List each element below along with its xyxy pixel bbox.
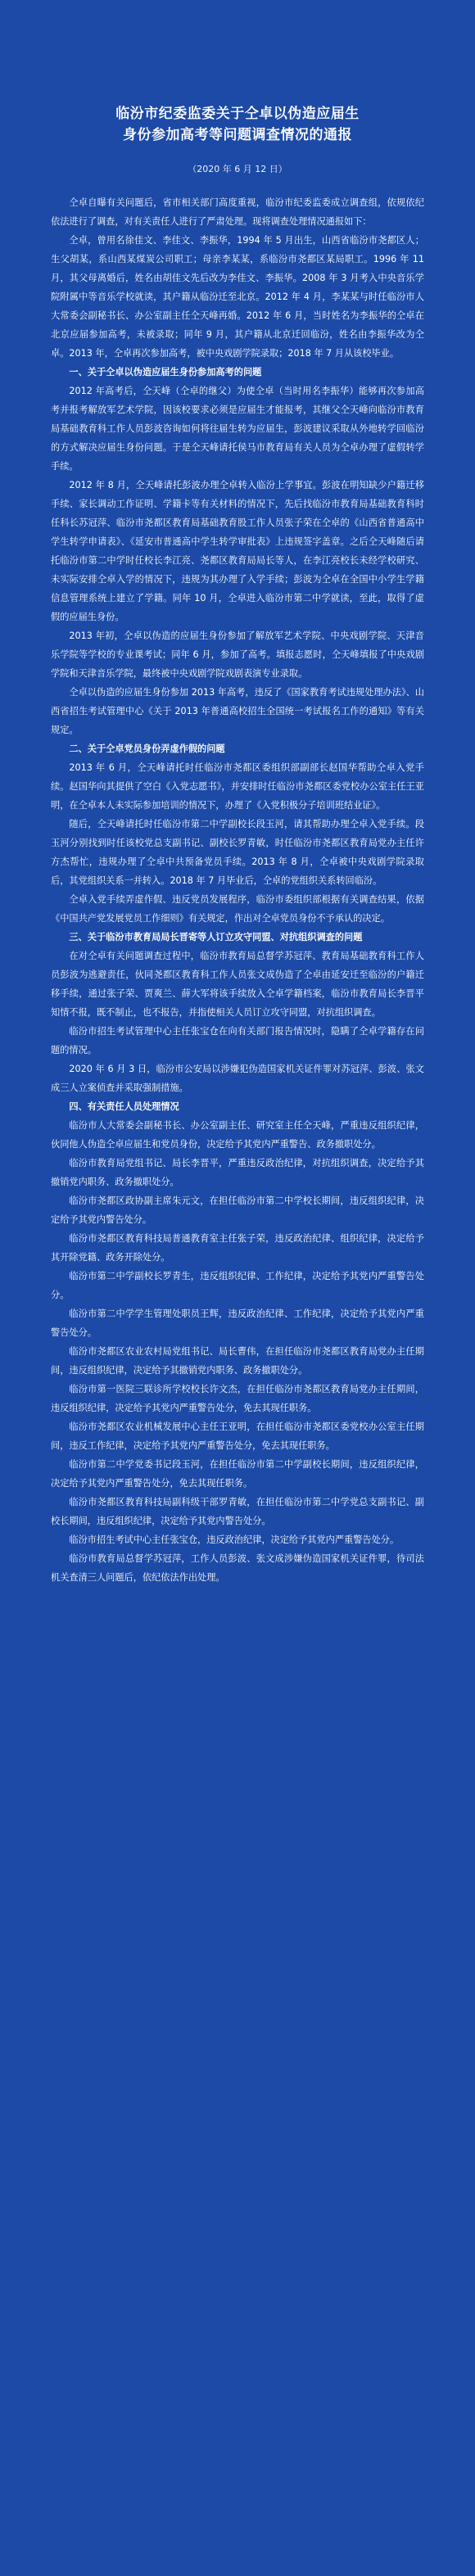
section-heading: 四、有关责任人员处理情况: [69, 1101, 179, 1112]
section-heading: 一、关于仝卓以伪造应届生身份参加高考的问题: [69, 367, 262, 377]
body-paragraph: 临汾市尧都区农业农村局党组书记、局长曹伟，在担任临汾市尧都区教育局党办主任期间，违反组织纪律，决定给予其撤销党内职务、政务撤职处分。: [51, 1346, 424, 1376]
body-paragraph: 2013 年初，仝卓以伪造的应届生身份参加了解放军艺术学院、中央戏剧学院、天津音乐学院等学校的专业课考试；同年 6 月，参加了高考。填报志愿时，仝天峰填报了中央戏剧学院和天津音乐学院，最终被中央戏剧学院戏剧表演专业录取。: [51, 630, 424, 679]
notice-title: [51, 103, 424, 146]
body-paragraph: 临汾市尧都区教育科技局副科级干部罗青敏，在担任临汾市第二中学党总支副书记、副校长期间，违反组织纪律，决定给予其党内警告处分。: [51, 1497, 424, 1526]
body-paragraph: 临汾市第二中学党委书记段玉河，在担任临汾市第二中学副校长期间，违反组织纪律，决定给予其党内严重警告处分，免去其现任职务。: [51, 1459, 424, 1489]
body-paragraph: 临汾市教育局党组书记、局长李晋平，严重违反政治纪律，对抗组织调查，决定给予其撤销党内职务、政务撤职处分。: [51, 1158, 424, 1187]
title-line-2: 身份参加高考等问题调查情况的通报: [123, 127, 352, 143]
body-paragraph: 2012 年高考后，仝天峰（仝卓的继父）为使仝卓（当时用名李振华）能够再次参加高考并报考解放军艺术学院，因该校要求必须是应届生才能报考，其继父仝天峰向临汾市教育局基础教育科工作人员彭波咨询如何将往届生转为应届生，彭波建议采取从外地转学回临汾的方式解决应届生身份问题。于是仝天峰请托侯马市教育局有关人员为仝卓办理了虚假转学手续。: [51, 386, 424, 472]
body-paragraph: 临汾市尧都区政协副主席朱元文，在担任临汾市第二中学校长期间，违反组织纪律，决定给予其党内警告处分。: [51, 1195, 424, 1225]
notice-date: （2020 年 6 月 12 日）: [188, 164, 287, 174]
body-paragraph: 在对仝卓有关问题调查过程中，临汾市教育局总督学苏冠萍、教育局基础教育科工作人员彭波为逃避责任，伙同尧都区教育科工作人员张文成伪造了仝卓由延安迁至临汾的户籍迁移手续，通过张子荣、贾爽兰、薛大军将该手续放入仝卓学籍档案，临汾市教育局长李晋平知情不报，既不制止，也不报告，并指使相关人员订立攻守同盟，对抗组织调查。: [51, 951, 424, 1018]
body-paragraph: 临汾市教育局总督学苏冠萍，工作人员彭波、张文成涉嫌伪造国家机关证件罪，待司法机关查清三人问题后，依纪依法作出处理。: [51, 1553, 424, 1583]
body-paragraph: 2020 年 6 月 3 日，临汾市公安局以涉嫌犯伪造国家机关证件罪对苏冠萍、彭波、张文成三人立案侦查并采取强制措施。: [51, 1064, 424, 1093]
body-paragraph: 临汾市第二中学副校长罗青生，违反组织纪律、工作纪律，决定给予其党内严重警告处分。: [51, 1271, 424, 1300]
section-heading: 二、关于仝卓党员身份弄虚作假的问题: [69, 743, 225, 754]
body-paragraph: 临汾市招生考试中心主任张宝仓，违反政治纪律，决定给予其党内严重警告处分。: [69, 1534, 400, 1545]
body-paragraph: 临汾市尧都区农业机械发展中心主任王亚明，在担任临汾市尧都区委党校办公室主任期间，违反工作纪律，决定给予其党内严重警告处分，免去其现任职务。: [51, 1421, 424, 1451]
body-paragraph: 临汾市尧都区教育科技局普通教育室主任张子荣，违反政治纪律、组织纪律，决定给予其开除党籍、政务开除处分。: [51, 1233, 424, 1263]
body-paragraph: 仝卓自曝有关问题后，省市相关部门高度重视，临汾市纪委监委成立调查组，依规依纪依法进行了调查，对有关责任人进行了严肃处理。现将调查处理情况通报如下：: [51, 197, 424, 227]
title-line-1: 临汾市纪委监委关于仝卓以伪造应届生: [115, 106, 360, 122]
body-paragraph: 临汾市第二中学学生管理处职员王辉，违反政治纪律、工作纪律，决定给予其党内严重警告处分。: [51, 1308, 424, 1338]
body-paragraph: 随后，仝天峰请托时任临汾市第二中学副校长段玉河，请其帮助办理仝卓入党手续。段玉河分别找到时任该校党总支副书记、副校长罗青敏，时任临汾市尧都区教育局党办主任许方杰帮忙，违规办理了仝卓中共预备党员手续。2013 年 8 月，仝卓被中央戏剧学院录取后，其党组织关系一并转入。2018 年 7 月毕业后，仝卓的党组织关系转回临汾。: [51, 819, 424, 886]
body-paragraph: 仝卓以伪造的应届生身份参加 2013 年高考，违反了《国家教育考试违规处理办法》、山西省招生考试管理中心《关于 2013 年普通高校招生全国统一考试报名工作的通知》等有关规定。: [51, 687, 424, 735]
notice-body: [51, 193, 424, 1587]
body-paragraph: 临汾市第一医院三联诊所学校校长许文杰，在担任临汾市尧都区教育局党办主任期间，违反组织纪律，决定给予其党内严重警告处分，免去其现任职务。: [51, 1384, 424, 1413]
body-paragraph: 2012 年 8 月，仝天峰请托彭波办理仝卓转入临汾上学事宜。彭波在明知缺少户籍迁移手续、家长调动工作证明、学籍卡等有关材料的情况下，先后找临汾市教育局基础教育科时任科长苏冠萍、临汾市尧都区教育局基础教育股工作人员张子荣在仝卓的《山西省普通高中学生转学申请表》、《延安市普通高中学生转学审批表》上违规签字盖章。之后仝天峰随后请托临汾市第二中学时任校长李江亮、尧都区教育局局长等人，在李江亮校长未经学校研究、未实际安排仝卓入学的情况下，违规为其办理了入学手续；彭波为仝卓在全国中小学生学籍信息管理系统上建立了学籍。同年 10 月，仝卓进入临汾市第二中学就读，至此，取得了虚假的应届生身份。: [51, 480, 424, 622]
body-paragraph: 2013 年 6 月，仝天峰请托时任临汾市尧都区委组织部副部长赵国华帮助仝卓入党手续。赵国华向其提供了空白《入党志愿书》，并安排时任临汾市尧都区委党校办公室主任王亚明，在仝卓本人未实际参加培训的情况下，办理了《入党积极分子培训班结业证》。: [51, 762, 424, 811]
section-heading: 三、关于临汾市教育局局长晋寄等人订立攻守同盟、对抗组织调查的问题: [69, 932, 363, 942]
body-paragraph: 仝卓，曾用名徐佳文、李佳文、李振华，1994 年 5 月出生，山西省临汾市尧都区人；生父胡某，系山西某煤炭公司职工；母亲李某某，系临汾市尧都区某局职工。1996 年 11 月，其父母离婚后，姓名由胡佳文先后改为李佳文、李振华。2008 年 3 月考入中央音乐学院附属中等音乐学校就读，其户籍从临汾迁至北京。2012 年 4 月，李某某与时任临汾市人大常委会副秘书长、办公室副主任仝天峰再婚。2012 年 6 月，当时姓名为李振华的仝卓在北京应届参加高考，未被录取；同年 9 月，其户籍从北京迁回临汾，姓名由李振华改为仝卓。2013 年，仝卓再次参加高考，被中央戏剧学院录取；2018 年 7 月从该校毕业。: [51, 235, 424, 359]
body-paragraph: 临汾市招生考试管理中心主任张宝仓在向有关部门报告情况时，隐瞒了仝卓学籍存在问题的情况。: [51, 1026, 424, 1055]
body-paragraph: 临汾市人大常委会副秘书长、办公室副主任、研究室主任仝天峰，严重违反组织纪律，伙同他人伪造仝卓应届生和党员身份，决定给予其党内严重警告、政务撤职处分。: [51, 1120, 424, 1150]
body-paragraph: 仝卓入党手续弄虚作假、违反党员发展程序，临汾市委组织部根据有关调查结果，依据《中国共产党发展党员工作细则》有关规定，作出对仝卓党员身份不予承认的决定。: [51, 894, 424, 924]
